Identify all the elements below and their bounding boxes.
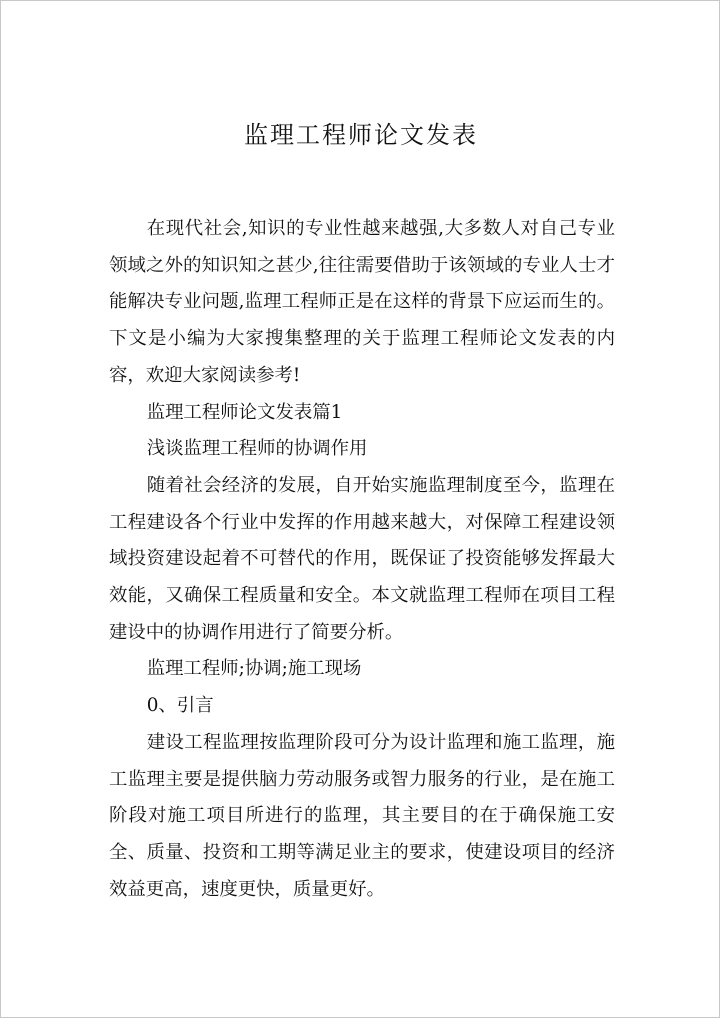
paragraph-article-title: 浅谈监理工程师的协调作用 [146, 438, 368, 460]
paragraph-intro-heading: 0、引言 [146, 695, 214, 717]
paragraph-abstract: 随着社会经济的发展，自开始实施监理制度至今，监理在工程建设各个行业中发挥的作用越来越大，对保障工程建设领域投资建设起着不可替代的作用，既保证了投资能够发挥最大效能，又确保工程质量和安全。本文就监理工程师在项目工程建设中的协调作用进行了简要分析。 [109, 474, 615, 643]
paragraph-intro: 在现代社会,知识的专业性越来越强,大多数人对自己专业领域之外的知识知之甚少,往往需要借助于该领域的专业人士才能解决专业问题,监理工程师正是在这样的背景下应运而生的。下文是小编为大家搜集整理的关于监理工程师论文发表的内容，欢迎大家阅读参考! [109, 218, 615, 386]
paragraph-body: 建设工程监理按监理阶段可分为设计监理和施工监理，施工监理主要是提供脑力劳动服务或智力服务的行业，是在施工阶段对施工项目所进行的监理，其主要目的在于确保施工安全、质量、投资和工期等满足业主的要求，使建设项目的经济效益更高，速度更快，质量更好。 [109, 731, 615, 900]
paragraph-section-heading: 监理工程师论文发表篇1 [146, 401, 343, 423]
document-title: 监理工程师论文发表 [244, 121, 478, 149]
document-body [109, 211, 615, 908]
paragraph-keywords: 监理工程师;协调;施工现场 [146, 658, 362, 680]
